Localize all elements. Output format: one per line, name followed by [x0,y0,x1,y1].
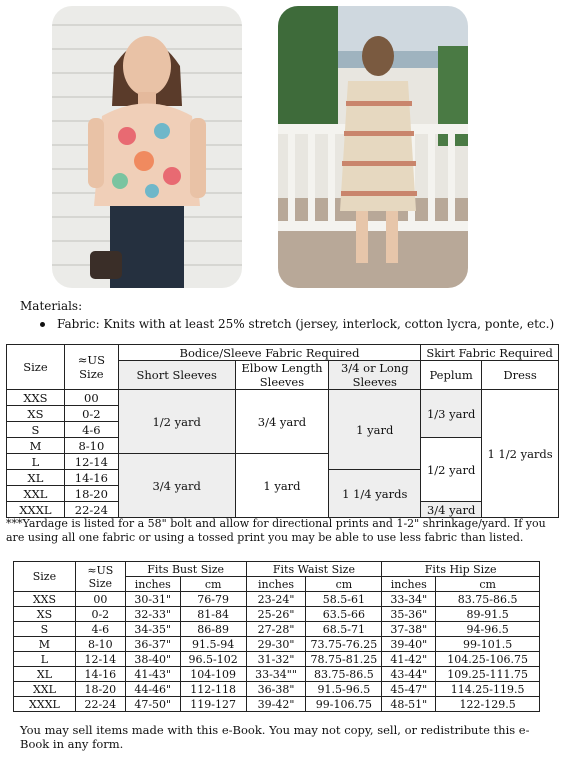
m-cell: 4-6 [75,622,125,637]
woman-front-illustration [52,6,242,288]
fabric-bullet [40,317,554,331]
long-sleeve-small: 1 yard [329,390,421,470]
table-row [14,682,540,697]
m-cell: 91.5-96.5 [306,682,382,697]
size-cell: S [7,422,65,438]
measurement-table [13,561,540,712]
table-row [14,652,540,667]
size-cell: XXS [7,390,65,406]
m-cell: 43-44" [382,667,436,682]
size-cell: XXXL [7,502,65,518]
size-cell: XS [7,406,65,422]
fabric-bullet-text: Fabric: Knits with at least 25% stretch (jersey, interlock, cotton lycra, ponte, etc.) [57,317,555,331]
header-elbow-sleeves: Elbow Length Sleeves [235,361,329,390]
photo-front-view [52,6,242,288]
footer-notice: You may sell items made with this e-Book. You may not copy, sell, or redistribute this e-Book in any form. [20,723,530,751]
long-sleeve-large: 1 1/4 yards [329,470,421,518]
table-row [14,622,540,637]
m-cell: 94-96.5 [436,622,540,637]
elbow-sleeve-small: 3/4 yard [235,390,329,454]
header-long-sleeves: 3/4 or Long Sleeves [329,361,421,390]
peplum-medium: 1/2 yard [421,438,482,502]
m-cell: 00 [75,592,125,607]
m-cell: XXL [14,682,76,697]
short-sleeve-large: 3/4 yard [118,454,235,518]
size-cell: M [7,438,65,454]
peplum-small: 1/3 yard [421,390,482,438]
m-cell: 37-38" [382,622,436,637]
m-cell: 96.5-102 [180,652,246,667]
m-header-waist: Fits Waist Size [246,562,382,577]
us-size-cell: 4-6 [64,422,118,438]
m-cell: 0-2 [75,607,125,622]
photo-back-view [278,6,468,288]
m-cell: 63.5-66 [306,607,382,622]
m-header-waist-inches: inches [246,577,306,592]
m-cell: 109.25-111.75 [436,667,540,682]
m-cell: XL [14,667,76,682]
m-cell: 27-28" [246,622,306,637]
m-cell: XXXL [14,697,76,712]
m-header-hip-inches: inches [382,577,436,592]
m-cell: 32-33" [125,607,180,622]
m-cell: 47-50" [125,697,180,712]
m-cell: 23-24" [246,592,306,607]
yardage-note: ***Yardage is listed for a 58" bolt and allow for directional prints and 1-2" shrinkage/yard. If you are using all one fabric or using a tossed print you may be able to use less fabric than listed. [6,517,546,544]
m-cell: 83.75-86.5 [306,667,382,682]
m-cell: XXS [14,592,76,607]
m-cell: S [14,622,76,637]
table-row [14,697,540,712]
m-header-bust-cm: cm [180,577,246,592]
m-cell: 31-32" [246,652,306,667]
m-cell: 78.75-81.25 [306,652,382,667]
m-cell: 45-47" [382,682,436,697]
m-cell: 12-14 [75,652,125,667]
table-row [14,637,540,652]
m-cell: 112-118 [180,682,246,697]
m-cell: 39-42" [246,697,306,712]
header-bodice-group: Bodice/Sleeve Fabric Required [118,345,420,361]
m-cell: M [14,637,76,652]
short-sleeve-small: 1/2 yard [118,390,235,454]
table-row [14,592,540,607]
header-dress: Dress [482,361,559,390]
us-size-cell: 12-14 [64,454,118,470]
bullet-icon [40,322,45,327]
yardage-table [6,344,559,518]
size-cell: XL [7,470,65,486]
m-cell: 83.75-86.5 [436,592,540,607]
m-cell: 34-35" [125,622,180,637]
m-cell: 91.5-94 [180,637,246,652]
m-cell: 99-106.75 [306,697,382,712]
header-peplum: Peplum [421,361,482,390]
m-cell: 36-37" [125,637,180,652]
us-size-cell: 14-16 [64,470,118,486]
m-cell: 36-38" [246,682,306,697]
m-cell: 41-43" [125,667,180,682]
m-cell: 38-40" [125,652,180,667]
m-cell: 81-84 [180,607,246,622]
header-us-size: ≈US Size [64,345,118,390]
m-cell: 8-10 [75,637,125,652]
m-cell: 33-34" [382,592,436,607]
size-cell: L [7,454,65,470]
m-cell: 76-79 [180,592,246,607]
m-cell: 86-89 [180,622,246,637]
dress-all: 1 1/2 yards [482,390,559,518]
m-cell: 22-24 [75,697,125,712]
m-cell: 18-20 [75,682,125,697]
m-cell: 44-46" [125,682,180,697]
m-cell: 35-36" [382,607,436,622]
us-size-cell: 00 [64,390,118,406]
elbow-sleeve-large: 1 yard [235,454,329,518]
m-cell: 104-109 [180,667,246,682]
m-cell: 30-31" [125,592,180,607]
m-cell: 73.75-76.25 [306,637,382,652]
us-size-cell: 18-20 [64,486,118,502]
m-cell: XS [14,607,76,622]
m-header-us-size: ≈US Size [75,562,125,592]
m-cell: 58.5-61 [306,592,382,607]
header-short-sleeves: Short Sleeves [118,361,235,390]
m-cell: 29-30" [246,637,306,652]
m-header-hip-cm: cm [436,577,540,592]
m-cell: 119-127 [180,697,246,712]
m-cell: 39-40" [382,637,436,652]
us-size-cell: 8-10 [64,438,118,454]
m-cell: 33-34"" [246,667,306,682]
size-cell: XXL [7,486,65,502]
table-row [14,667,540,682]
m-header-hip: Fits Hip Size [382,562,540,577]
table-row [14,607,540,622]
m-cell: 122-129.5 [436,697,540,712]
m-cell: 89-91.5 [436,607,540,622]
m-cell: 41-42" [382,652,436,667]
materials-label: Materials: [20,299,83,313]
m-header-bust: Fits Bust Size [125,562,246,577]
m-cell: 68.5-71 [306,622,382,637]
peplum-large: 3/4 yard [421,502,482,518]
m-header-size: Size [14,562,76,592]
m-cell: 114.25-119.5 [436,682,540,697]
header-size: Size [7,345,65,390]
us-size-cell: 0-2 [64,406,118,422]
us-size-cell: 22-24 [64,502,118,518]
header-skirt-group: Skirt Fabric Required [421,345,559,361]
m-header-bust-inches: inches [125,577,180,592]
m-cell: 48-51" [382,697,436,712]
woman-back-illustration [278,6,468,288]
m-cell: 104.25-106.75 [436,652,540,667]
m-cell: 14-16 [75,667,125,682]
m-header-waist-cm: cm [306,577,382,592]
m-cell: L [14,652,76,667]
m-cell: 99-101.5 [436,637,540,652]
m-cell: 25-26" [246,607,306,622]
